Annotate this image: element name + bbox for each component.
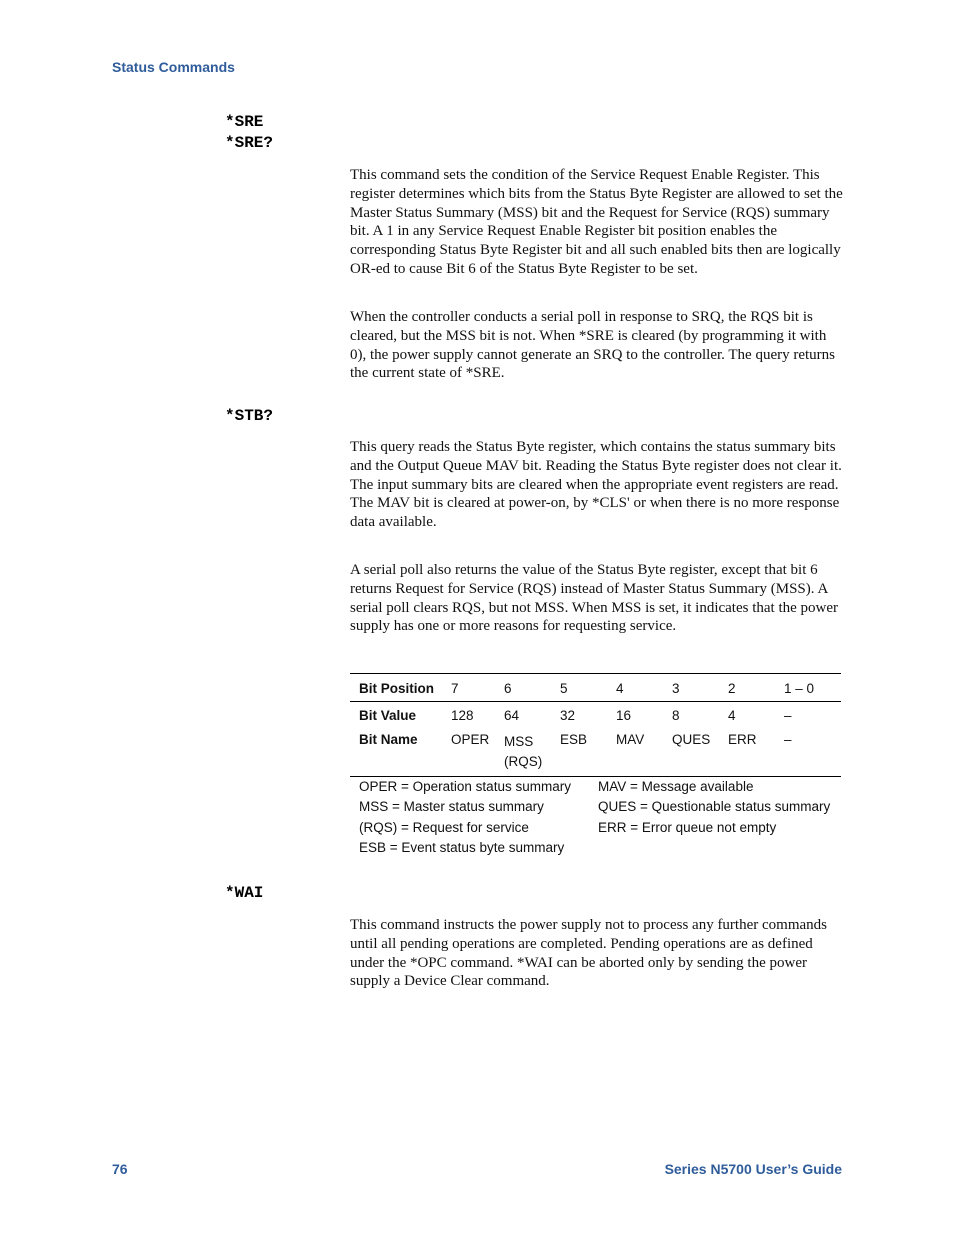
bit-value-cell: 128 <box>451 708 474 723</box>
bit-legend-left <box>359 777 571 858</box>
wai-description-paragraph: This command instructs the power supply not to process any further commands until all pending operations are completed. Pending operations are as defined under the *OPC command. *WAI can be aborted only by sending the power supply a Device Clear command. <box>350 917 827 990</box>
bit-value-header: Bit Value <box>359 708 417 723</box>
bit-position-cell: 7 <box>451 674 504 702</box>
sre-command-heading <box>225 112 273 154</box>
legend-item: QUES = Questionable status summary <box>598 799 831 815</box>
bit-position-cell: 6 <box>504 674 560 702</box>
section-title: Status Commands <box>112 59 235 75</box>
bit-value-cell: 64 <box>504 708 520 723</box>
bit-name-header: Bit Name <box>350 728 451 777</box>
sre-query-command: *SRE? <box>225 134 274 152</box>
wai-command: *WAI <box>225 884 264 902</box>
bit-name-subtext: (RQS) <box>504 754 543 769</box>
bit-position-cell: 3 <box>672 674 728 702</box>
bit-position-row <box>350 674 841 702</box>
bit-value-cell: 16 <box>616 708 632 723</box>
bit-position-cell: 4 <box>616 674 672 702</box>
bit-value-cell: 32 <box>560 708 576 723</box>
stb-description-paragraph: This query reads the Status Byte register, which contains the status summary bits and the Output Queue MAV bit. Reading the Status Byte register does not clear it. The input summary bits are cleared when the appropriate event registers are read. The MAV bit is cleared at power-on, by *CLS' or when there is no more response data available. <box>350 439 842 531</box>
legend-item: MAV = Message available <box>598 779 754 794</box>
bit-name-cell: – <box>784 728 841 777</box>
bit-legend-right <box>598 777 830 838</box>
bit-value-row <box>350 702 841 729</box>
bit-value-cell: – <box>784 708 792 723</box>
guide-title: Series N5700 User’s Guide <box>664 1161 842 1177</box>
bit-name-row <box>350 728 841 777</box>
bit-name-cell: MAV <box>616 728 672 777</box>
bit-position-cell: 1 – 0 <box>784 674 841 702</box>
bit-name-cell <box>504 728 560 777</box>
stb-serial-poll-paragraph: A serial poll also returns the value of the Status Byte register, except that bit 6 returns Request for Service (RQS) instead of Master Status Summary (MSS). A serial poll clears RQS, but not MSS. When MSS is set, it indicates that the power supply has one or more reasons for requesting service. <box>350 562 839 635</box>
bit-position-cell: 5 <box>560 674 616 702</box>
bit-value-cell: 4 <box>728 708 736 723</box>
bit-name-text: MSS <box>504 734 534 749</box>
legend-item: ERR = Error queue not empty <box>598 819 777 835</box>
wai-command-heading <box>225 883 263 904</box>
sre-command: *SRE <box>225 113 264 131</box>
bit-position-cell: 2 <box>728 674 784 702</box>
sre-serial-poll-paragraph: When the controller conducts a serial poll in response to SRQ, the RQS bit is cleared, but the MSS bit is not. When *SRE is cleared (by programming it with 0), the power supply cannot generate an SRQ to the controller. The query returns the current state of *SRE. <box>350 309 836 382</box>
bit-name-cell: ESB <box>560 728 616 777</box>
legend-item: ESB = Event status byte summary <box>359 839 565 855</box>
status-byte-bit-table <box>350 673 841 777</box>
bit-name-cell: OPER <box>451 728 504 777</box>
stb-command-heading <box>225 406 273 427</box>
bit-name-cell: QUES <box>672 728 728 777</box>
legend-item: MSS = Master status summary <box>359 799 544 815</box>
sre-description-paragraph: This command sets the condition of the Service Request Enable Register. This register determines which bits from the Status Byte Register are allowed to set the Master Status Summary (MSS) bit and the Request for Service (RQS) summary bit. A 1 in any Service Request Enable Register bit position enables the corresponding Status Byte Register bit and all such enabled bits then are logically OR-ed to cause Bit 6 of the Status Byte Register to be set. <box>350 167 843 277</box>
page-number: 76 <box>112 1161 128 1177</box>
legend-item: (RQS) = Request for service <box>359 819 529 835</box>
legend-item: OPER = Operation status summary <box>359 779 571 794</box>
bit-name-cell: ERR <box>728 728 784 777</box>
stb-query-command: *STB? <box>225 407 274 425</box>
bit-position-header: Bit Position <box>350 674 451 702</box>
bit-value-cell: 8 <box>672 708 680 723</box>
